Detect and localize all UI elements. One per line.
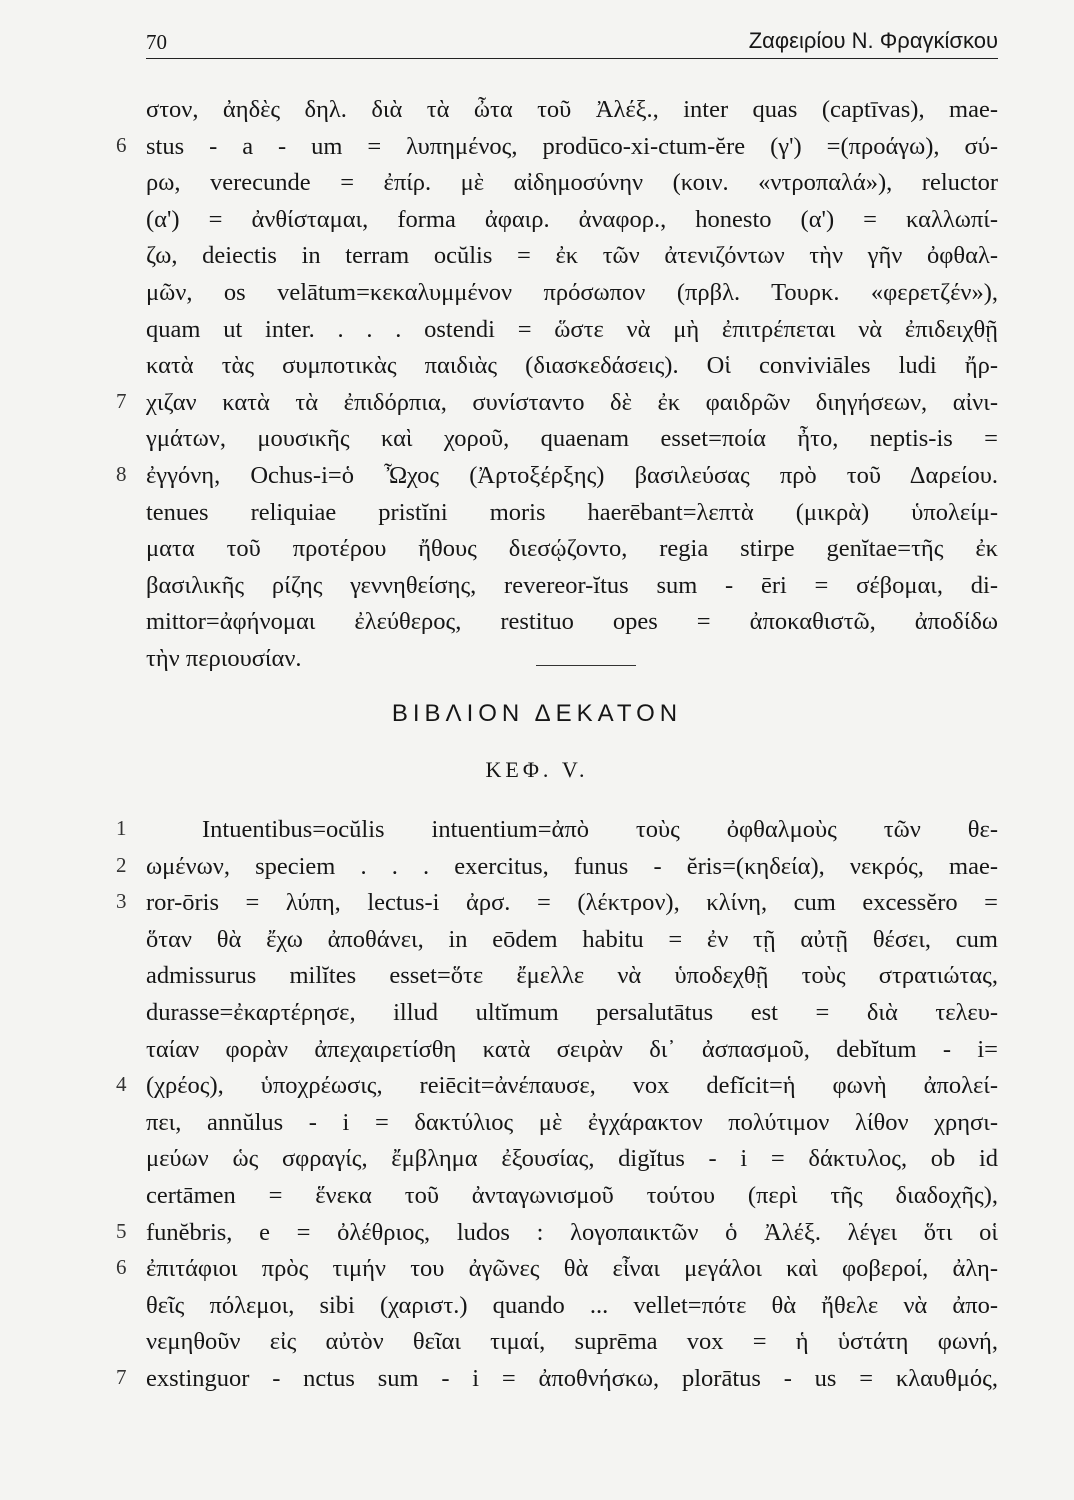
text-line [0,958,1074,995]
text-line [0,1178,1074,1215]
text-line [0,312,1074,349]
line-text: quam ut inter. . . . ostendi = ὥστε νὰ μὴ ἐπιτρέπεται νὰ ἐπιδειχθῇ [146,315,998,343]
text-line [0,1032,1074,1069]
text-line [0,238,1074,275]
section-divider [536,665,636,666]
text-line [0,385,1074,422]
line-text: ρω, verecunde = ἐπίρ. μὲ αἰδημοσύνην (κοιν. «ντροπαλά»), reluctor [146,169,998,197]
line-text: admissurus milĭtes esset=ὅτε ἔμελλε νὰ ὑποδεχθῇ τοὺς στρατιώτας, [146,962,998,990]
line-text: κατὰ τὰς συμποτικὰς παιδιὰς (διασκεδάσεις). Οἱ conviviāles ludi ἤρ- [146,352,998,380]
line-text: χιζαν κατὰ τὰ ἐπιδόρπια, συνίσταντο δὲ ἐκ φαιδρῶν διηγήσεων, αἰνι- [146,388,998,416]
line-number: 8 [116,461,127,486]
line-text: funĕbris, e = ὀλέθριος, ludos : λογοπαικτῶν ὁ Ἀλέξ. λέγει ὅτι οἱ [146,1218,998,1246]
line-text: πει, annŭlus - i = δακτύλιος μὲ ἐγχάρακτον πολύτιμον λίθον χρησι- [146,1108,998,1136]
text-line [0,885,1074,922]
line-text: ζω, deiectis in terram ocŭlis = ἐκ τῶν ἀτενιζόντων τὴν γῆν ὀφθαλ- [146,242,998,270]
text-line [0,129,1074,166]
text-line [0,202,1074,239]
line-text: ταίαν φορὰν ἀπεχαιρετίσθη κατὰ σειρὰν δι᾿ ἀσπασμοῦ, debĭtum - i= [146,1035,998,1063]
line-text: exstinguor - nctus sum - i = ἀποθνήσκω, plorātus - us = κλαυθμός, [146,1364,998,1392]
line-text: τὴν περιουσίαν. [146,644,302,672]
line-text: βασιλικῆς ρίζης γεννηθείσης, revereor-ĭtus sum - ēri = σέβομαι, di- [146,571,998,599]
text-line [0,1215,1074,1252]
text-line [0,1068,1074,1105]
running-head: Ζαφειρίου Ν. Φραγκίσκου [748,28,998,53]
line-text: ωμένων, speciem . . . exercitus, funus - ĕris=(κηδεία), νεκρός, mae- [146,852,998,880]
text-line [0,348,1074,385]
line-number: 6 [116,132,127,157]
text-line [0,604,1074,641]
line-number: 3 [116,889,127,914]
text-line [0,568,1074,605]
line-text: ὅταν θὰ ἔχω ἀποθάνει, in eōdem habitu = ἐν τῇ αὐτῇ θέσει, cum [146,925,998,953]
line-text: στον, ἀηδὲς δηλ. διὰ τὰ ὦτα τοῦ Ἀλέξ., inter quas (captīvas), mae- [146,96,998,123]
line-text: ἐπιτάφιοι πρὸς τιμήν του ἀγῶνες θὰ εἶναι μεγάλοι καὶ φοβεροί, ἀλη- [146,1255,998,1283]
text-line [0,92,1074,129]
line-text: (α') = ἀνθίσταμαι, forma ἀφαιρ. ἀναφορ., honesto (α') = καλλωπί- [146,205,998,233]
text-line [0,641,1074,678]
line-text: certāmen = ἕνεκα τοῦ ἀνταγωνισμοῦ τούτου (περὶ τῆς διαδοχῆς), [146,1181,998,1209]
text-block-2 [0,812,1074,1398]
chapter-title: ΚΕΦ. V. [485,757,589,782]
line-text: γμάτων, μουσικῆς καὶ χοροῦ, quaenam esset=ποία ἦτο, neptis-is = [146,425,998,453]
line-text: νεμηθοῦν εἰς αὐτὸν θεῖαι τιμαί, suprēma vox = ἡ ὑστάτη φωνή, [146,1328,998,1356]
text-line [0,1324,1074,1361]
page-header [146,26,998,59]
text-line [0,922,1074,959]
text-line [0,421,1074,458]
line-text: μῶν, os velātum=κεκαλυμμένον πρόσωπον (πρβλ. Τουρκ. «φερετζέν»), [146,278,998,306]
line-number: 1 [116,816,127,840]
page-number: 70 [146,30,167,54]
line-text: μεύων ὡς σφραγίς, ἔμβλημα ἐξουσίας, digĭtus - i = δάκτυλος, ob id [146,1145,998,1173]
line-text: mittor=ἀφήνομαι ἐλεύθερος, restituo opes = ἀποκαθιστῶ, ἀποδίδω [146,608,998,636]
book-title: ΒΙΒΛΙΟΝ ΔΕΚΑΤΟΝ [391,700,683,727]
line-text: Intuentibus=ocŭlis intuentium=ἀπὸ τοὺς ὀφθαλμοὺς τῶν θε- [202,816,998,843]
line-text: stus - a - um = λυπημένος, prodūco-xi-ctum-ĕre (γ') =(προάγω), σύ- [146,132,998,160]
text-line [0,849,1074,886]
line-text: tenues reliquiae pristĭni moris haerēbant=λεπτὰ (μικρὰ) ὑπολείμ- [146,498,998,526]
line-text: ἐγγόνη, Ochus-i=ὁ Ὦχος (Ἀρτοξέρξης) βασιλεύσας πρὸ τοῦ Δαρείου. [146,461,998,489]
line-text: durasse=ἐκαρτέρησε, illud ultĭmum persalutātus est = διὰ τελευ- [146,998,998,1026]
text-line [0,531,1074,568]
line-number: 5 [116,1218,127,1243]
text-line [0,812,1074,849]
line-number: 6 [116,1255,127,1280]
text-line [0,1105,1074,1142]
line-number: 7 [116,1364,127,1389]
line-text: θεῖς πόλεμοι, sibi (χαριστ.) quando ... vellet=πότε θὰ ἤθελε νὰ ἀπο- [146,1291,998,1319]
text-line [0,995,1074,1032]
line-text: ror-ōris = λύπη, lectus-i ἀρσ. = (λέκτρον), κλίνη, cum excessĕro = [146,889,998,917]
text-line [0,275,1074,312]
text-block-1 [0,92,1074,678]
line-text: ματα τοῦ προτέρου ἤθους διεσῴζοντο, regia stirpe genĭtae=τῆς ἐκ [146,535,998,563]
text-line [0,495,1074,532]
line-number: 4 [116,1072,127,1097]
line-number: 7 [116,388,127,413]
text-line [0,1141,1074,1178]
text-line [0,1251,1074,1288]
text-line [0,1361,1074,1398]
text-line [0,458,1074,495]
text-line [0,165,1074,202]
line-text: (χρέος), ὑποχρέωσις, reiēcit=ἀνέπαυσε, vox defĭcit=ἡ φωνὴ ἀπολεί- [146,1072,998,1100]
line-number: 2 [116,852,127,877]
text-line [0,1288,1074,1325]
